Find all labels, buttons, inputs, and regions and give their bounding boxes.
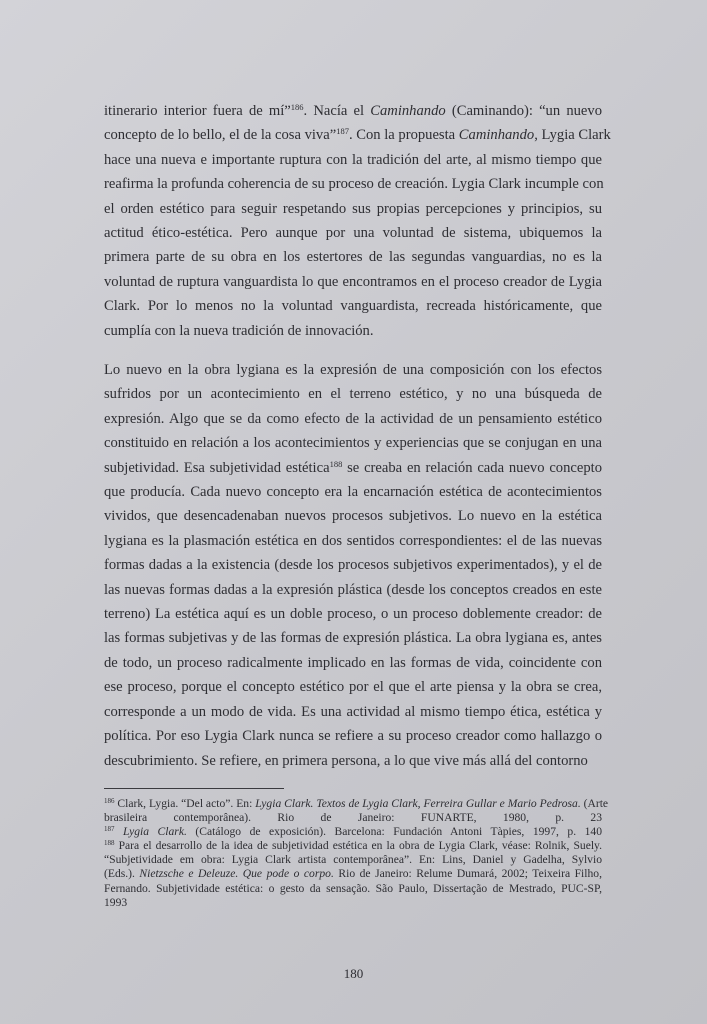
text-run: lygiana es la plasmación estética en dos sentidos correspondientes: el de las nuevas	[104, 532, 602, 549]
text-run: subjetividad. Esa subjetividad estética	[104, 459, 330, 476]
text-line	[104, 197, 602, 221]
text-run: las nuevas formas dadas a la expresión plástica (desde los conceptos creados en este	[104, 581, 602, 598]
text-line	[104, 811, 602, 825]
text-line	[104, 221, 602, 245]
text-run: Clark. Por lo menos no la voluntad vanguardista, recreada históricamente, que	[104, 298, 602, 315]
text-run: se creaba en relación cada nuevo concepto	[342, 459, 602, 476]
text-run: descubrimiento. Se refiere, en primera persona, a lo que vive más allá del contorno	[104, 752, 588, 769]
text-line	[104, 896, 602, 910]
text-run: expresión. Algo que se da como efecto de la actividad de un pensamiento estético	[104, 410, 602, 427]
text-line	[104, 456, 602, 480]
text-run: itinerario interior fuera de mí”	[104, 103, 291, 119]
text-run: 1993	[104, 895, 128, 909]
text-run: cumplía con la nueva tradición de innovación.	[104, 322, 374, 339]
footnote-ref: 186	[290, 102, 304, 112]
text-run: vividos, que desencadenaban nuevos procesos subjetivos. Lo nuevo en la estética	[104, 508, 602, 525]
text-run: Rio de Janeiro: Relume Dumará, 2002; Teixeira Filho,	[333, 867, 602, 881]
text-run: (Catálogo de exposición). Barcelona: Fundación Antoni Tàpies, 1997, p. 140	[186, 825, 602, 839]
text-line	[104, 602, 602, 626]
text-line	[104, 431, 602, 455]
italic-title: Caminhando	[370, 103, 446, 119]
text-line	[104, 882, 602, 896]
text-line	[104, 358, 602, 382]
text-line	[104, 825, 602, 839]
text-run: reafirma la profunda coherencia de su proceso de creación. Lygia Clark incumple con	[104, 176, 604, 193]
text-line	[104, 148, 602, 172]
text-run: (Arte	[580, 797, 609, 810]
text-line	[104, 651, 602, 675]
text-line	[104, 675, 602, 699]
text-run: concepto de lo bello, el de la cosa viva”	[104, 127, 337, 144]
text-line	[104, 407, 602, 431]
text-run: constituido en relación a los acontecimientos y experiencias que se conjugan en una	[104, 435, 602, 452]
text-run: Para el desarrollo de la idea de subjetividad estética en la obra de Lygia Clark, véase: Rolnik, Suely.	[114, 839, 602, 853]
text-line	[104, 724, 602, 748]
text-line	[104, 626, 602, 650]
text-line	[104, 749, 602, 773]
footnote-ref: 187	[104, 825, 115, 834]
text-run: primera parte de su obra en los estertores de las segundas vanguardias, no es la	[104, 249, 602, 266]
text-line	[104, 245, 602, 269]
footnotes	[104, 797, 609, 910]
italic-title: Nietzsche e Deleuze. Que pode o corpo.	[139, 867, 334, 881]
text-run: corresponde a un modo de vida. Es una actividad al mismo tiempo ética, estética y	[104, 703, 602, 720]
text-run: Lo nuevo en la obra lygiana es la expresión de una composición con los efectos	[104, 362, 602, 378]
text-run: “Subjetividade em obra: Lygia Clark artista contemporânea”. En: Lins, Daniel y Gadelha, Sylvio	[104, 853, 602, 867]
page-number: 180	[343, 966, 364, 981]
text-line	[104, 319, 602, 343]
text-run: actitud ético-estética. Pero aunque por una voluntad de sistema, ubiquemos la	[104, 225, 602, 242]
text-run: , Lygia Clark	[534, 127, 611, 144]
text-run: ese proceso, porque el concepto estético por el que el arte piensa y la obra se crea,	[104, 679, 602, 696]
text-line	[104, 797, 609, 811]
text-line	[104, 480, 602, 504]
text-line	[104, 270, 602, 294]
text-run: hace una nueva e importante ruptura con la tradición del arte, al mismo tiempo que	[104, 151, 602, 168]
text-run: Clark, Lygia. “Del acto”. En:	[114, 797, 256, 810]
text-run	[115, 825, 124, 838]
text-run: que producía. Cada nuevo concepto era la encarnación estética de acontecimientos	[104, 484, 602, 501]
text-run: brasileira contemporânea). Rio de Janeiro: FUNARTE, 1980, p. 23	[104, 811, 602, 825]
text-line	[104, 123, 611, 147]
text-line	[104, 553, 602, 577]
italic-title: Lygia Clark. Textos de Lygia Clark, Ferreira Gullar e Mario Pedrosa.	[255, 797, 581, 810]
text-line	[104, 504, 602, 528]
italic-title: Caminhando	[458, 127, 535, 144]
text-line	[104, 839, 602, 853]
text-run: de todo, un proceso radicalmente implicado en las formas de vida, coincidente con	[104, 654, 602, 671]
text-run: (Eds.).	[104, 867, 140, 881]
text-line	[104, 853, 602, 867]
text-run: . Nacía el	[303, 103, 371, 119]
text-line	[104, 700, 602, 724]
text-run: . Con la propuesta	[348, 127, 459, 144]
footnote-ref: 188	[329, 458, 343, 469]
text-line	[104, 578, 602, 602]
footnote-separator	[104, 788, 284, 789]
text-run: voluntad de ruptura vanguardista lo que encontramos en el proceso creador de Lygia	[104, 273, 602, 290]
text-run: sufridos por un acontecimiento en el terreno estético, y no una búsqueda de	[104, 386, 602, 403]
text-line	[104, 294, 602, 318]
text-run: formas dadas a la existencia (desde los procesos subjetivos experimentados), y el de	[104, 557, 602, 574]
footnote-ref: 186	[104, 797, 115, 805]
text-run: el orden estético para seguir respetando sus propias percepciones y principios, su	[104, 200, 602, 217]
text-run: política. Por eso Lygia Clark nunca se refiere a su proceso creador como hallazgo o	[104, 728, 602, 745]
text-run: las formas subjetivas y de las formas de expresión plástica. La obra lygiana es, antes	[104, 630, 602, 647]
body-paragraph-2	[104, 358, 602, 773]
text-line	[104, 382, 602, 406]
body-paragraph-1	[104, 99, 611, 343]
text-run: terreno) La estética aquí es un doble proceso, o un proceso doblemente creador: de	[104, 606, 602, 623]
text-run: Fernando. Subjetividade estética: o gesto da sensação. São Paulo, Dissertação de Mestrado, PUC-SP,	[104, 881, 602, 895]
text-run: (Caminando): “un nuevo	[445, 103, 602, 119]
text-line	[104, 172, 602, 196]
footnote-ref: 188	[104, 839, 115, 848]
text-line	[104, 529, 602, 553]
text-line	[104, 867, 602, 881]
footnote-ref: 187	[336, 126, 349, 137]
italic-title: Lygia Clark.	[123, 825, 187, 839]
text-line	[104, 99, 602, 123]
